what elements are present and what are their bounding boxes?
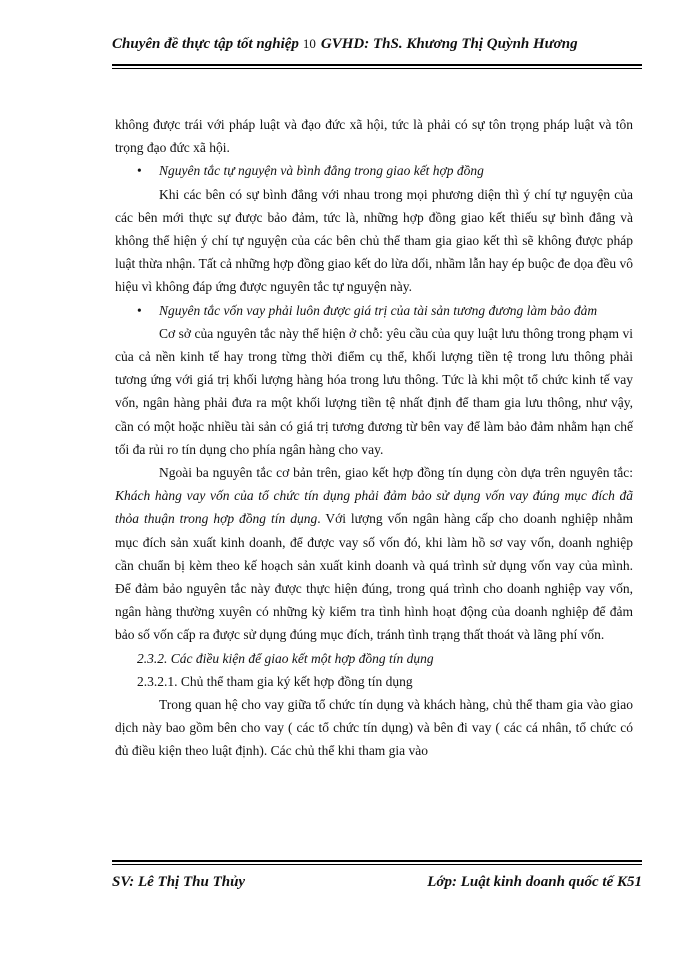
paragraph-1: không được trái với pháp luật và đạo đức xã hội, tức là phải có sự tôn trọng pháp luật và tôn trọng đạo đức xã hội. xyxy=(115,117,633,156)
bullet-dot-icon: • xyxy=(137,163,142,179)
footer-rule xyxy=(112,860,642,865)
paragraph-5: Trong quan hệ cho vay giữa tổ chức tín dụng và khách hàng, chủ thể tham gia vào giao dịch này bao gồm bên cho vay ( các tổ chức tín dụng) và bên đi vay ( các cá nhân, tổ chức có đủ điều kiện theo luật định). Các chủ thể khi tham gia vào xyxy=(115,697,633,759)
paragraph-3: Cơ sở của nguyên tắc này thể hiện ở chỗ: yêu cầu của quy luật lưu thông trong phạm vi của cả nền kinh tế hay trong từng thời điểm cụ thể, khối lượng tiền tệ trong lưu thông phải tương ứng với giá trị khối lượng hàng hóa trong lưu thông. Tức là khi một tổ chức kinh tế vay vốn, ngân hàng phải đưa ra một khối lượng tiền tệ nhất định để tham gia lưu thông, như vậy, cần có một hoặc nhiều tài sản có giá trị tương đương từ bên vay để làm bảo đảm nhằm hạn chế tối đa rủi ro tín dụng cho phía ngân hàng cho vay. xyxy=(115,325,633,457)
bullet-1-text: Nguyên tắc tự nguyện và bình đẳng trong giao kết hợp đồng xyxy=(159,163,484,179)
bullet-principle-voluntary xyxy=(115,159,633,182)
section-heading: 2.3.2. Các điều kiện để giao kết một hợp đồng tín dụng xyxy=(137,650,434,666)
header-supervisor: GVHD: ThS. Khương Thị Quỳnh Hương xyxy=(320,36,578,52)
header-thesis-title: Chuyên đề thực tập tốt nghiệp xyxy=(112,36,299,52)
footer-class: Lớp: Luật kinh doanh quốc tế K51 xyxy=(427,874,642,890)
bullet-2-text: Nguyên tắc vốn vay phải luôn được giá trị của tài sản tương đương làm bảo đảm xyxy=(159,302,598,318)
document-body xyxy=(115,113,633,763)
bullet-dot-icon: • xyxy=(137,302,142,318)
paragraph-4-start: Ngoài ba nguyên tắc cơ bản trên, giao kết hợp đồng tín dụng còn dựa trên nguyên tắc: xyxy=(159,465,633,481)
paragraph-4 xyxy=(115,461,633,647)
header-rule xyxy=(112,64,642,69)
page-number: 10 xyxy=(302,36,316,51)
subsection-heading: 2.3.2.1. Chủ thể tham gia ký kết hợp đồng tín dụng xyxy=(137,673,413,689)
page-footer xyxy=(112,874,642,891)
bullet-principle-collateral xyxy=(115,299,633,322)
footer-student: SV: Lê Thị Thu Thủy xyxy=(112,874,246,890)
paragraph-4-italic: Khách hàng vay vốn của tổ chức tín dụng phải đảm bảo sử dụng vốn vay đúng mục đích đã thỏa thuận trong hợp đồng tín dụng xyxy=(115,488,633,527)
paragraph-2: Khi các bên có sự bình đẳng với nhau trong mọi phương diện thì ý chí tự nguyện của các bên mới thực sự được bảo đảm, tức là, những hợp đồng giao kết thiếu sự bình đẳng và không thể hiện ý chí tự nguyện của các bên chủ thể tham gia giao kết thì sẽ không được pháp luật thừa nhận. Tất cả những hợp đồng giao kết do lừa dối, nhầm lẫn hay ép buộc đe dọa đều vô hiệu vì không đáp ứng được nguyên tắc tự nguyện này. xyxy=(115,186,633,295)
page-header xyxy=(112,36,642,53)
paragraph-4-end: . Với lượng vốn ngân hàng cấp cho doanh nghiệp nhằm mục đích sản xuất kinh doanh, để được vay số vốn đó, khi làm hồ sơ vay vốn, doanh nghiệp cần chuẩn bị kèm theo kế hoạch sản xuất kinh doanh và quá trình sử dụng vốn vay của mình. Để đảm bảo nguyên tắc này được thực hiện đúng, trong quá trình cho doanh nghiệp vay vốn, ngân hàng thường xuyên có những kỳ kiểm tra tình hình hoạt động của doanh nghiệp để đảm bảo số vốn cấp ra được sử dụng đúng mục đích, tránh tình trạng thất thoát và lãng phí vốn. xyxy=(115,511,633,643)
